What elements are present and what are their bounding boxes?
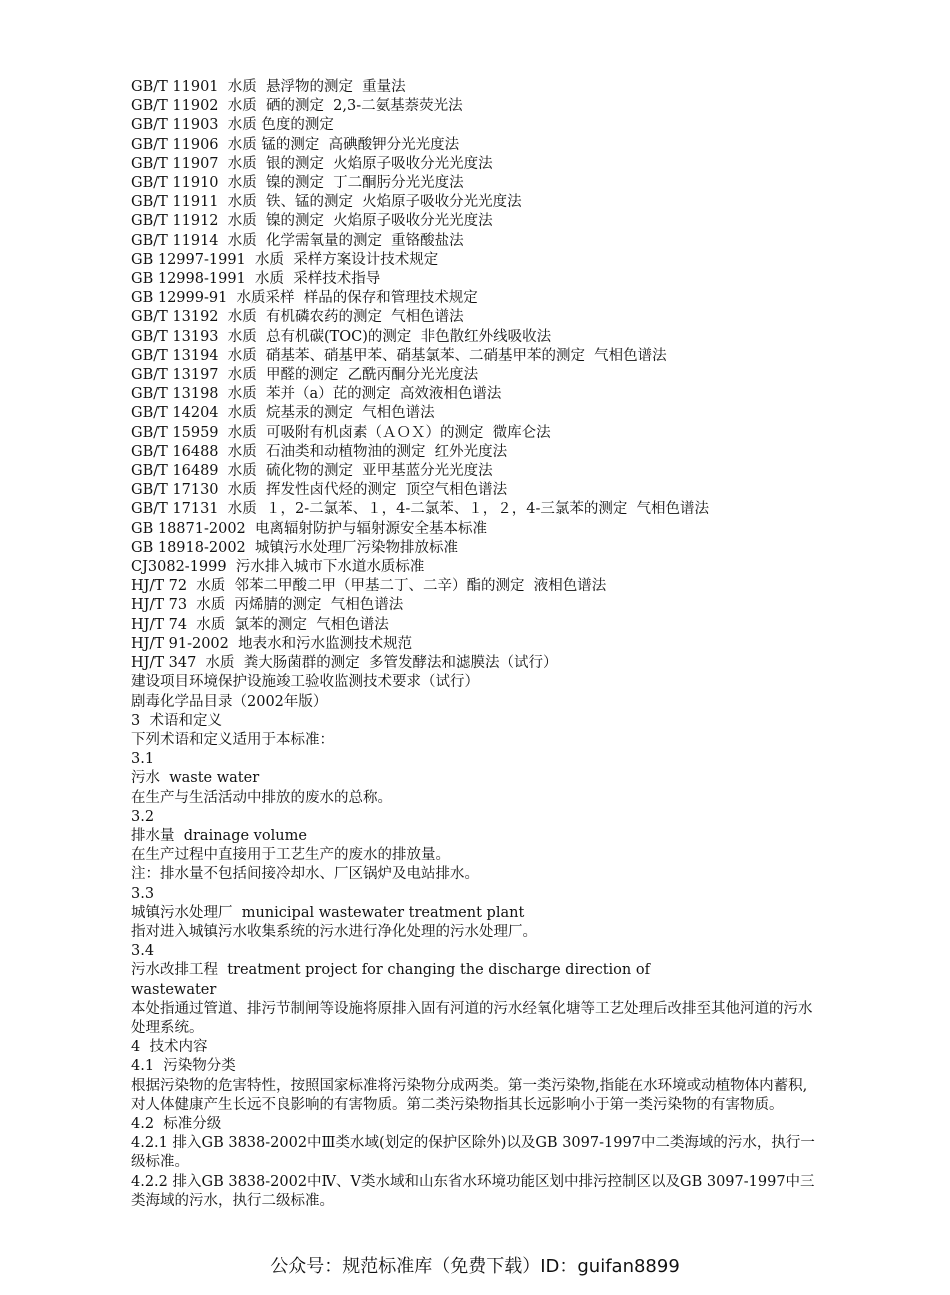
- reference-item: CJ3082-1999 污水排入城市下水道水质标准: [131, 559, 425, 576]
- reference-item: GB/T 11914 水质 化学需氧量的测定 重铬酸盐法: [131, 232, 464, 249]
- term-number: 3.3: [131, 885, 155, 902]
- reference-item: GB/T 13192 水质 有机磷农药的测定 气相色谱法: [131, 309, 464, 326]
- reference-item: GB/T 11903 水质 色度的测定: [131, 117, 334, 134]
- reference-item: GB/T 16489 水质 硫化物的测定 亚甲基蓝分光光度法: [131, 463, 493, 480]
- reference-item: GB/T 13193 水质 总有机碳(TOC)的测定 非色散红外线吸收法: [131, 328, 552, 345]
- term-name: 污水改排工程 treatment project for changing the discharge direction of: [131, 962, 650, 979]
- reference-item: GB/T 15959 水质 可吸附有机卤素（ＡＯＸ）的测定 微库仑法: [131, 424, 551, 441]
- term-definition: 在生产与生活活动中排放的废水的总称。: [131, 789, 392, 806]
- clause: 4.2.2 排入GB 3838-2002中Ⅳ、Ⅴ类水域和山东省水环境功能区划中排污控制区以及GB 3097-1997中三类海域的污水，执行二级标准。: [131, 1173, 815, 1209]
- reference-item: GB/T 11907 水质 银的测定 火焰原子吸收分光光度法: [131, 155, 493, 172]
- reference-list: [131, 78, 821, 712]
- reference-item: GB 18871-2002 电离辐射防护与辐射源安全基本标准: [131, 520, 487, 537]
- reference-item: GB 12998-1991 水质 采样技术指导: [131, 271, 381, 288]
- footer-watermark: 公众号：规范标准库（免费下载）ID：guifan8899: [270, 1256, 680, 1277]
- reference-item: GB/T 16488 水质 石油类和动植物油的测定 红外光度法: [131, 443, 508, 460]
- term-note: 注：排水量不包括间接冷却水、厂区锅炉及电站排水。: [131, 866, 479, 883]
- reference-item: GB/T 11906 水质 锰的测定 高碘酸钾分光光度法: [131, 136, 460, 153]
- term-number: 3.2: [131, 808, 155, 825]
- reference-item: GB/T 11910 水质 镍的测定 丁二酮肟分光光度法: [131, 175, 464, 192]
- reference-item: GB 12999-91 水质采样 样品的保存和管理技术规定: [131, 290, 478, 307]
- reference-item: HJ/T 74 水质 氯苯的测定 气相色谱法: [131, 616, 389, 633]
- clause: 4.2.1 排入GB 3838-2002中Ⅲ类水域(划定的保护区除外)以及GB 3097-1997中二类海域的污水，执行一级标准。: [131, 1135, 815, 1171]
- reference-item: GB/T 11912 水质 镍的测定 火焰原子吸收分光光度法: [131, 213, 493, 230]
- section-heading: 4 技术内容: [131, 1039, 208, 1056]
- term-name-continued: wastewater: [131, 981, 217, 998]
- reference-item: HJ/T 73 水质 丙烯腈的测定 气相色谱法: [131, 597, 404, 614]
- section-heading: 3 术语和定义: [131, 712, 222, 729]
- reference-item: GB 12997-1991 水质 采样方案设计技术规定: [131, 251, 439, 268]
- term-definition: 在生产过程中直接用于工艺生产的废水的排放量。: [131, 847, 450, 864]
- term-name: 排水量 drainage volume: [131, 827, 307, 844]
- reference-item: HJ/T 347 水质 粪大肠菌群的测定 多管发酵法和滤膜法（试行）: [131, 655, 558, 672]
- term-name: 污水 waste water: [131, 770, 260, 787]
- reference-item: GB/T 13198 水质 苯并（a）芘的测定 高效液相色谱法: [131, 386, 502, 403]
- reference-item: GB/T 11902 水质 硒的测定 2,3-二氨基萘荧光法: [131, 98, 463, 115]
- term-definition: 指对进入城镇污水收集系统的污水进行净化处理的污水处理厂。: [131, 923, 537, 940]
- reference-item: GB/T 13194 水质 硝基苯、硝基甲苯、硝基氯苯、二硝基甲苯的测定 气相色谱法: [131, 347, 667, 364]
- paragraph: 根据污染物的危害特性，按照国家标准将污染物分成两类。第一类污染物,指能在水环境或动植物体内蓄积,对人体健康产生长远不良影响的有害物质。第二类污染物指其长远影响小于第一类污染物的有害物质。: [131, 1077, 808, 1113]
- reference-item: GB/T 13197 水质 甲醛的测定 乙酰丙酮分光光度法: [131, 367, 479, 384]
- reference-item: HJ/T 72 水质 邻苯二甲酸二甲（甲基二丁、二辛）酯的测定 液相色谱法: [131, 578, 607, 595]
- section-3: [131, 712, 821, 1038]
- section-intro: 下列术语和定义适用于本标准：: [131, 731, 334, 748]
- term-number: 3.4: [131, 943, 155, 960]
- reference-item: GB/T 14204 水质 烷基汞的测定 气相色谱法: [131, 405, 435, 422]
- subsection-heading: 4.2 标准分级: [131, 1115, 222, 1132]
- term-definition: 本处指通过管道、排污节制闸等设施将原排入固有河道的污水经氧化塘等工艺处理后改排至其他河道的污水处理系统。: [131, 1000, 813, 1036]
- reference-item: GB/T 17130 水质 挥发性卤代烃的测定 顶空气相色谱法: [131, 482, 508, 499]
- reference-item: GB/T 11901 水质 悬浮物的测定 重量法: [131, 79, 406, 95]
- reference-item: 建设项目环境保护设施竣工验收监测技术要求（试行）: [131, 674, 479, 691]
- section-4: [131, 1038, 821, 1211]
- reference-item: GB 18918-2002 城镇污水处理厂污染物排放标准: [131, 539, 458, 556]
- reference-item: GB/T 17131 水质 １，2-二氯苯、１，4-二氯苯、１，２，4-三氯苯的测定 气相色谱法: [131, 501, 710, 518]
- reference-item: HJ/T 91-2002 地表水和污水监测技术规范: [131, 635, 413, 652]
- subsection-heading: 4.1 污染物分类: [131, 1058, 236, 1075]
- term-name: 城镇污水处理厂 municipal wastewater treatment plant: [131, 904, 525, 921]
- reference-item: GB/T 11911 水质 铁、锰的测定 火焰原子吸收分光光度法: [131, 194, 522, 211]
- document-body: [131, 78, 821, 1211]
- term-number: 3.1: [131, 751, 155, 768]
- reference-item: 剧毒化学品目录（2002年版）: [131, 693, 328, 710]
